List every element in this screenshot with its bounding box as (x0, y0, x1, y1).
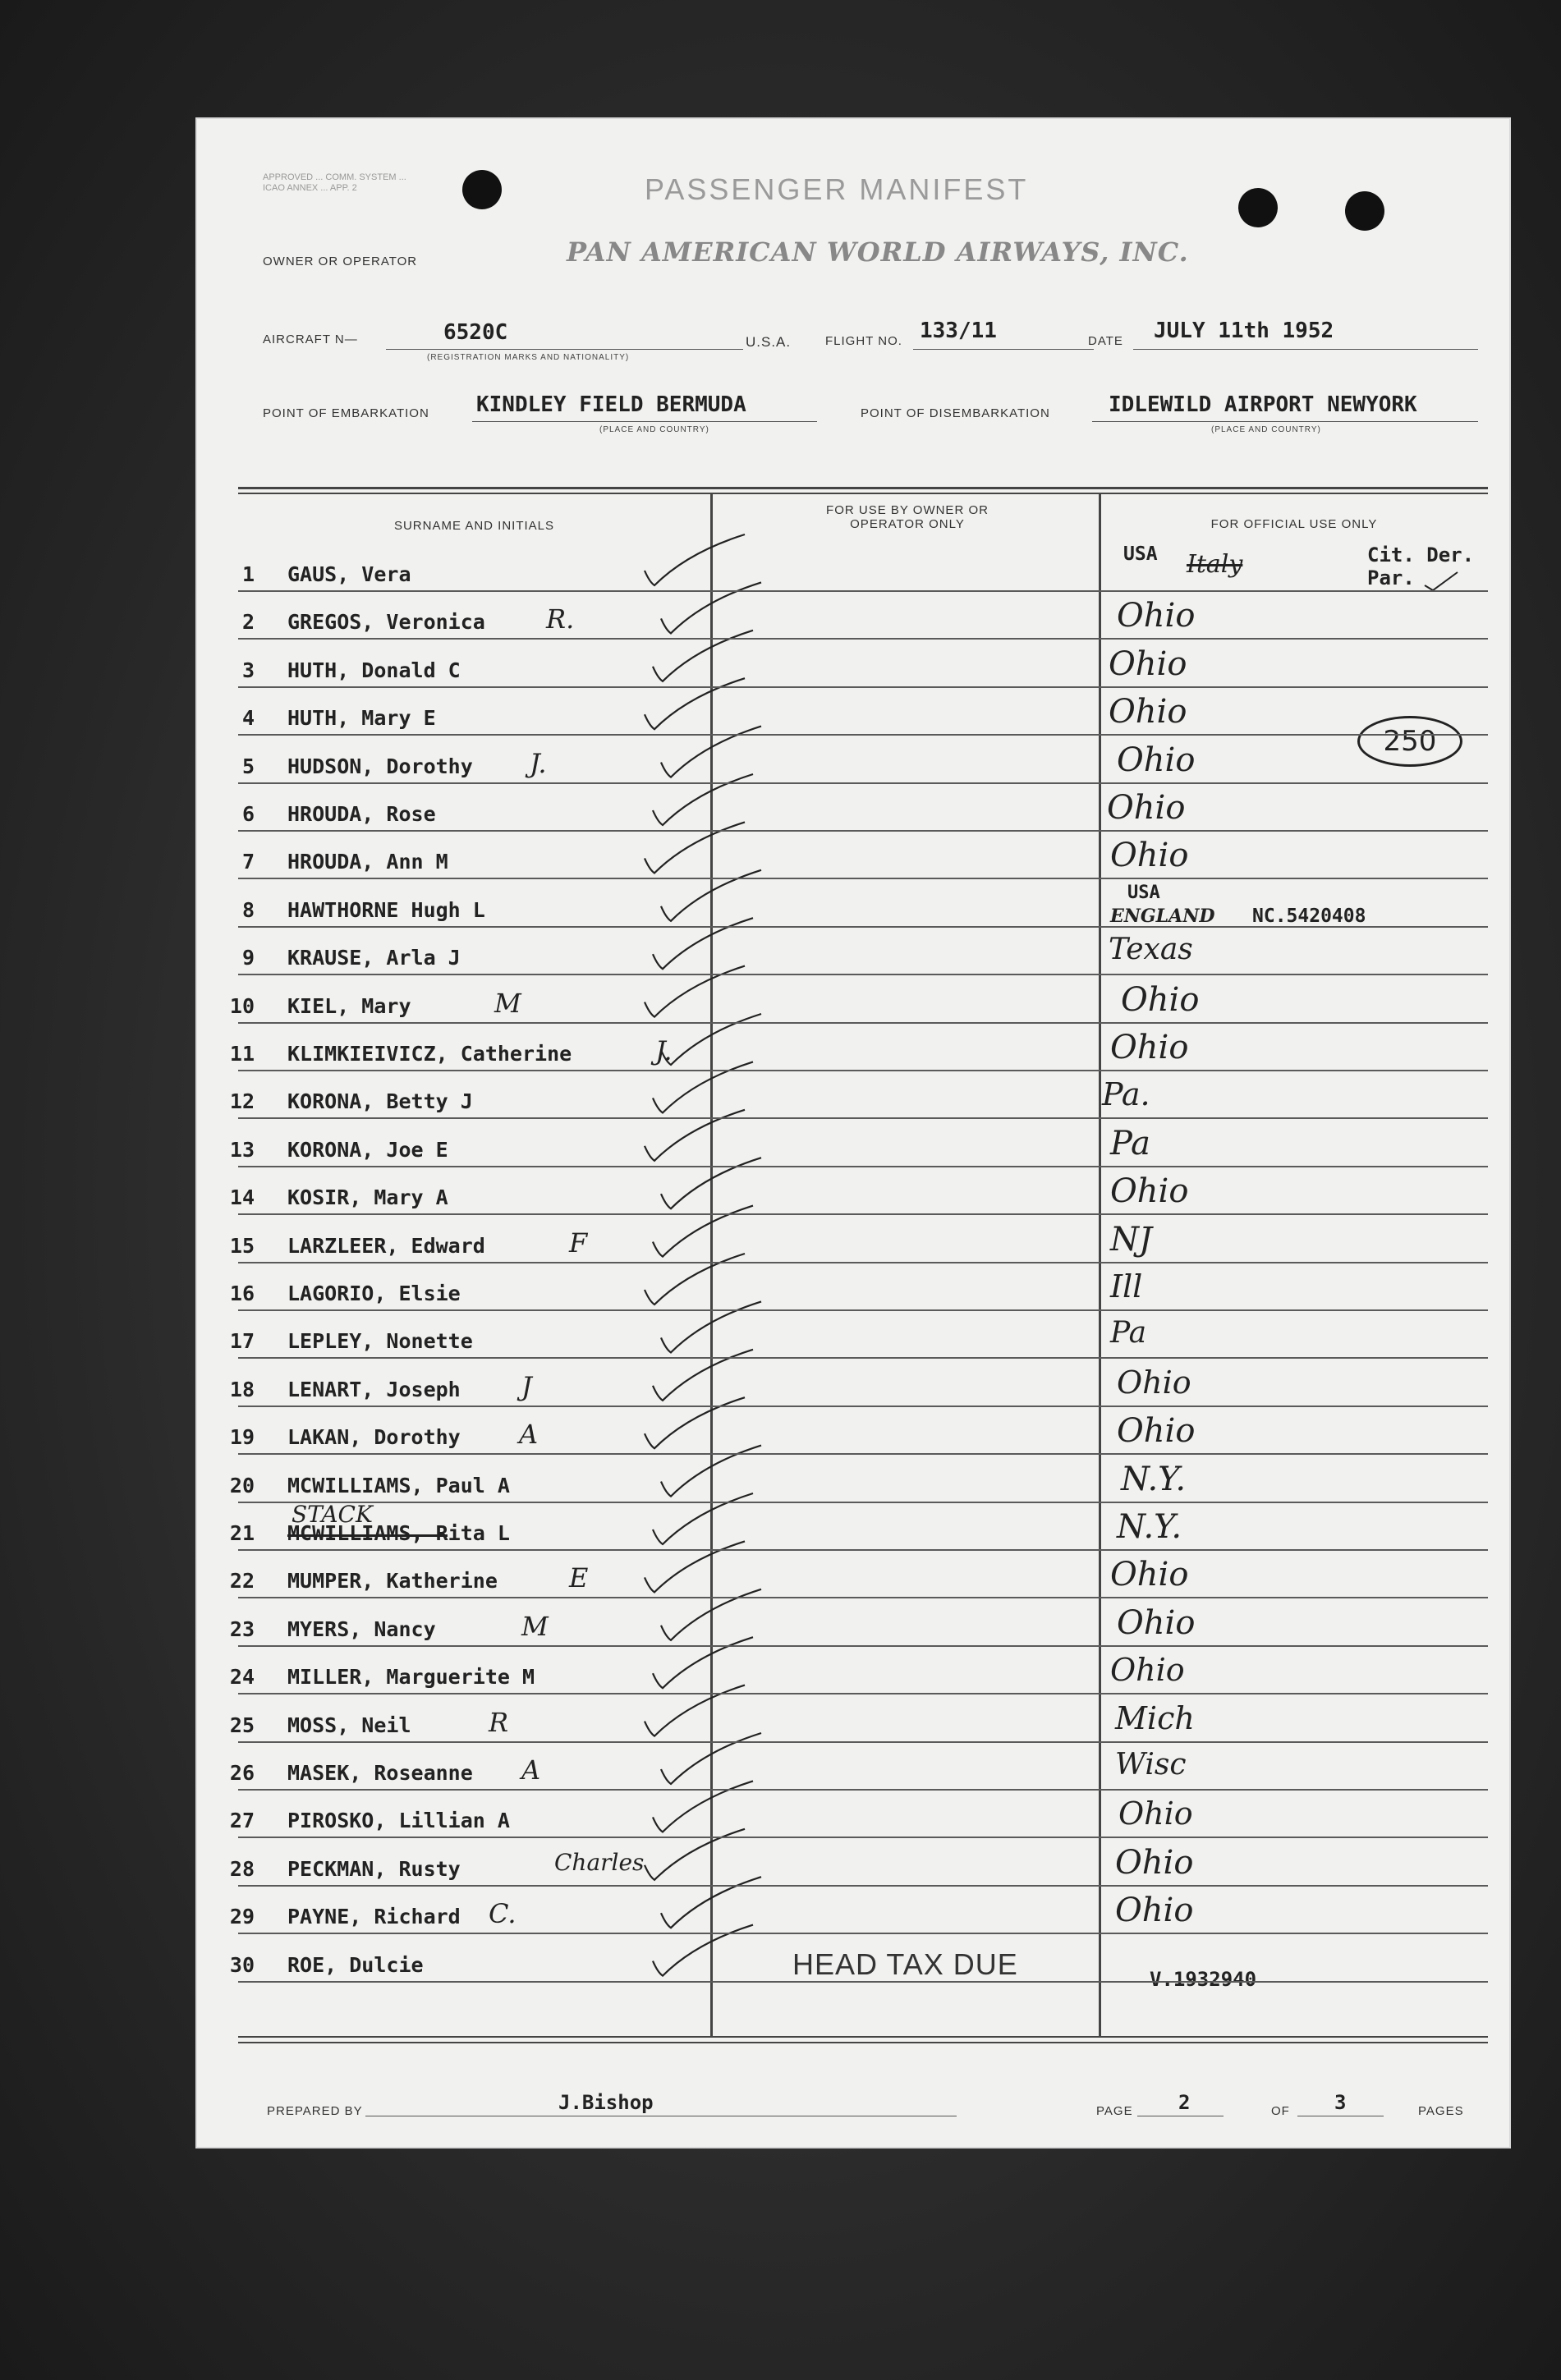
handwritten-initial: F (569, 1227, 588, 1259)
row-rule (238, 1166, 1488, 1167)
handwritten-initial: J (521, 1370, 532, 1402)
embark-label: POINT OF EMBARKATION (263, 406, 429, 420)
official-state: Mich (1115, 1699, 1195, 1736)
passenger-name: KLIMKIEIVICZ, Catherine (287, 1042, 572, 1066)
official-state: Ill (1110, 1268, 1143, 1305)
official-state: Ohio (1109, 693, 1187, 731)
owner-label: OWNER OR OPERATOR (263, 255, 418, 268)
disembark-value: IDLEWILD AIRPORT NEWYORK (1109, 392, 1417, 417)
aircraft-label: AIRCRAFT N— (263, 332, 358, 346)
row-rule (238, 1357, 1488, 1359)
prepared-value: J.Bishop (558, 2091, 654, 2114)
official-state: Ohio (1110, 1556, 1189, 1594)
row-number: 3 (241, 658, 255, 682)
row-number: 13 (229, 1137, 255, 1162)
pages-label: PAGES (1418, 2104, 1464, 2118)
row-rule (238, 1837, 1488, 1838)
row-rule (238, 1885, 1488, 1887)
row-rule (238, 1933, 1488, 1934)
handwritten-initial: C. (489, 1898, 517, 1930)
row-number: 10 (229, 993, 255, 1018)
row-rule (238, 1309, 1488, 1311)
row-number: 30 (229, 1952, 255, 1977)
row-rule (238, 1597, 1488, 1598)
row-rule (238, 686, 1488, 688)
row-rule (238, 638, 1488, 640)
column-header-owner: FOR USE BY OWNER OR OPERATOR ONLY (826, 503, 989, 531)
row-number: 25 (229, 1713, 255, 1737)
handwritten-initial: Charles (554, 1848, 645, 1876)
disembark-label: POINT OF DISEMBARKATION (861, 406, 1050, 420)
row-number: 29 (229, 1905, 255, 1929)
head-tax-stamp: HEAD TAX DUE (792, 1947, 1018, 1981)
row-number: 12 (229, 1089, 255, 1114)
passenger-name: KORONA, Betty J (287, 1089, 473, 1114)
flight-label: FLIGHT NO. (825, 334, 902, 348)
official-state: Ohio (1117, 741, 1196, 779)
passenger-name: ROE, Dulcie (287, 1952, 424, 1977)
passenger-name: HUTH, Donald C (287, 658, 461, 682)
official-state: Ohio (1117, 1603, 1196, 1642)
row-number: 8 (241, 897, 255, 922)
official-state: Wisc (1115, 1748, 1187, 1782)
passenger-name: KIEL, Mary (287, 993, 411, 1018)
date-value: JULY 11th 1952 (1154, 319, 1334, 343)
handwritten-initial: M (521, 1610, 549, 1642)
row-rule (238, 1549, 1488, 1551)
official-state: Pa. (1102, 1076, 1150, 1113)
official-state: Ohio (1109, 644, 1187, 683)
handwritten-initial: R (489, 1706, 509, 1738)
oval-number: 250 (1383, 725, 1437, 758)
row-number: 16 (229, 1282, 255, 1305)
row-number: 4 (241, 706, 255, 731)
strike-through (287, 1534, 448, 1537)
handwritten-initial: R. (546, 603, 575, 635)
disembark-caption: (PLACE AND COUNTRY) (1211, 425, 1321, 434)
official-state: N.Y. (1117, 1508, 1182, 1546)
page-title: PASSENGER MANIFEST (645, 172, 1029, 206)
row-number: 21 (229, 1521, 255, 1545)
handwritten-initial: J. (655, 1035, 673, 1066)
passenger-name: MCWILLIAMS, Rita L (287, 1521, 510, 1545)
official-state: N.Y. (1121, 1460, 1187, 1498)
passenger-name: HUTH, Mary E (287, 706, 436, 731)
row-number: 27 (229, 1809, 255, 1833)
row-number: 20 (229, 1473, 255, 1497)
official-state: Texas (1109, 933, 1193, 967)
row-rule (238, 590, 1488, 592)
embark-value: KINDLEY FIELD BERMUDA (476, 392, 746, 417)
tick-mark (1425, 572, 1458, 590)
operator-name: PAN AMERICAN WORLD AIRWAYS, INC. (567, 236, 1189, 268)
usa-label: U.S.A. (746, 334, 792, 350)
row-rule (238, 1502, 1488, 1503)
passenger-name: MASEK, Roseanne (287, 1761, 473, 1785)
handwritten-initial: A (521, 1754, 541, 1786)
official-state: Ohio (1117, 1412, 1196, 1451)
row-number: 19 (229, 1425, 255, 1450)
of-label: OF (1271, 2104, 1290, 2118)
row-rule (238, 1022, 1488, 1024)
manifest-page (197, 119, 1509, 2147)
official-state: Ohio (1110, 1172, 1189, 1211)
row-rule (238, 1117, 1488, 1119)
passenger-name: LEPLEY, Nonette (287, 1329, 473, 1354)
flight-value: 133/11 (920, 319, 997, 343)
row-rule (238, 734, 1488, 736)
row-number: 24 (229, 1665, 255, 1690)
checkmark-layer (197, 119, 1509, 2147)
row-number: 7 (241, 850, 255, 874)
passenger-name: HROUDA, Ann M (287, 850, 448, 874)
passenger-name: HROUDA, Rose (287, 802, 436, 826)
row-rule (238, 1262, 1488, 1263)
official-state: Ohio (1115, 1892, 1194, 1930)
official-state: Pa (1110, 1124, 1150, 1162)
row-number: 22 (229, 1569, 255, 1594)
row-rule (238, 974, 1488, 975)
row-rule (238, 1981, 1488, 1983)
passenger-name: MUMPER, Katherine (287, 1569, 498, 1594)
official-state: Ohio (1110, 1652, 1185, 1689)
checkmark (645, 534, 745, 585)
handwritten-initial: M (494, 987, 521, 1019)
handwritten-initial: J. (530, 747, 547, 779)
passenger-name: LENART, Joseph (287, 1377, 461, 1401)
row-rule (238, 1213, 1488, 1215)
passenger-name: PAYNE, Richard (287, 1905, 461, 1929)
row8-england: ENGLAND (1110, 906, 1215, 927)
row-rule (238, 1453, 1488, 1455)
row-rule (238, 878, 1488, 879)
official-state: NJ (1110, 1220, 1153, 1259)
row-number: 1 (241, 562, 255, 586)
prepared-label: PREPARED BY (267, 2104, 363, 2118)
passenger-name: LARZLEER, Edward (287, 1233, 485, 1258)
passenger-name: LAGORIO, Elsie (287, 1282, 461, 1305)
official-state: Ohio (1118, 1795, 1193, 1832)
passenger-name: MCWILLIAMS, Paul A (287, 1473, 510, 1497)
date-label: DATE (1088, 334, 1123, 348)
registration-caption: (REGISTRATION MARKS AND NATIONALITY) (427, 353, 630, 362)
row-number: 5 (241, 754, 255, 778)
column-header-surname: SURNAME AND INITIALS (393, 519, 555, 533)
embark-caption: (PLACE AND COUNTRY) (599, 425, 709, 434)
aircraft-value: 6520C (443, 320, 508, 345)
page-value: 2 (1178, 2091, 1191, 2114)
row-number: 9 (241, 946, 255, 970)
page-label: PAGE (1096, 2104, 1133, 2118)
row-rule (238, 926, 1488, 928)
official-state: Pa (1110, 1316, 1147, 1351)
row8-usa: USA (1127, 883, 1160, 903)
row8-nc: NC.5420408 (1252, 906, 1366, 927)
official-state: Ohio (1117, 1364, 1191, 1401)
row-number: 18 (229, 1377, 255, 1401)
row-rule (238, 1741, 1488, 1743)
row-rule (238, 1406, 1488, 1407)
passenger-name: PIROSKO, Lillian A (287, 1809, 510, 1833)
passenger-name: GREGOS, Veronica (287, 610, 485, 635)
column-header-official: FOR OFFICIAL USE ONLY (1210, 517, 1378, 531)
handwritten-initial: E (569, 1562, 589, 1594)
passenger-name: HUDSON, Dorothy (287, 754, 473, 778)
official-state: Ohio (1110, 837, 1189, 875)
official-state: Ohio (1115, 1843, 1194, 1882)
passenger-name: LAKAN, Dorothy (287, 1425, 461, 1450)
row-rule (238, 830, 1488, 832)
row-number: 14 (229, 1185, 255, 1210)
passenger-name: MOSS, Neil (287, 1713, 411, 1737)
row-rule (238, 782, 1488, 784)
official-state: Ohio (1117, 597, 1196, 635)
row-rule (238, 1789, 1488, 1791)
passenger-name: PECKMAN, Rusty (287, 1856, 461, 1881)
row30-official: V.1932940 (1150, 1968, 1257, 1991)
passenger-name: GAUS, Vera (287, 562, 411, 586)
passenger-name: KORONA, Joe E (287, 1137, 448, 1162)
passenger-name: KOSIR, Mary A (287, 1185, 448, 1210)
row-number: 26 (229, 1761, 255, 1785)
passenger-name: HAWTHORNE Hugh L (287, 897, 485, 922)
handwritten-initial: STACK (292, 1501, 373, 1528)
passenger-name: KRAUSE, Arla J (287, 946, 461, 970)
row-number: 11 (229, 1042, 255, 1066)
row-number: 2 (241, 610, 255, 635)
official-usa: USA (1123, 543, 1158, 565)
official-state: Ohio (1110, 1029, 1189, 1066)
passenger-name: MILLER, Marguerite M (287, 1665, 535, 1690)
row-number: 17 (229, 1329, 255, 1354)
row-rule (238, 1645, 1488, 1647)
of-value: 3 (1334, 2091, 1347, 2114)
row-number: 23 (229, 1616, 255, 1641)
row-rule (238, 1693, 1488, 1694)
official-state: Ohio (1107, 789, 1186, 827)
official-cit-der: Cit. Der. (1367, 543, 1475, 566)
official-state: Ohio (1121, 980, 1200, 1019)
handwritten-initial: A (519, 1419, 539, 1451)
passenger-name: MYERS, Nancy (287, 1616, 436, 1641)
row-rule (238, 1070, 1488, 1071)
row-number: 28 (229, 1856, 255, 1881)
official-italy-crossed: Italy (1187, 550, 1243, 579)
row-number: 15 (229, 1233, 255, 1258)
approval-text: APPROVED ... COMM. SYSTEM ... ICAO ANNEX ... APP. 2 (263, 172, 406, 193)
row-number: 6 (241, 802, 255, 826)
official-par: Par. (1367, 566, 1415, 589)
